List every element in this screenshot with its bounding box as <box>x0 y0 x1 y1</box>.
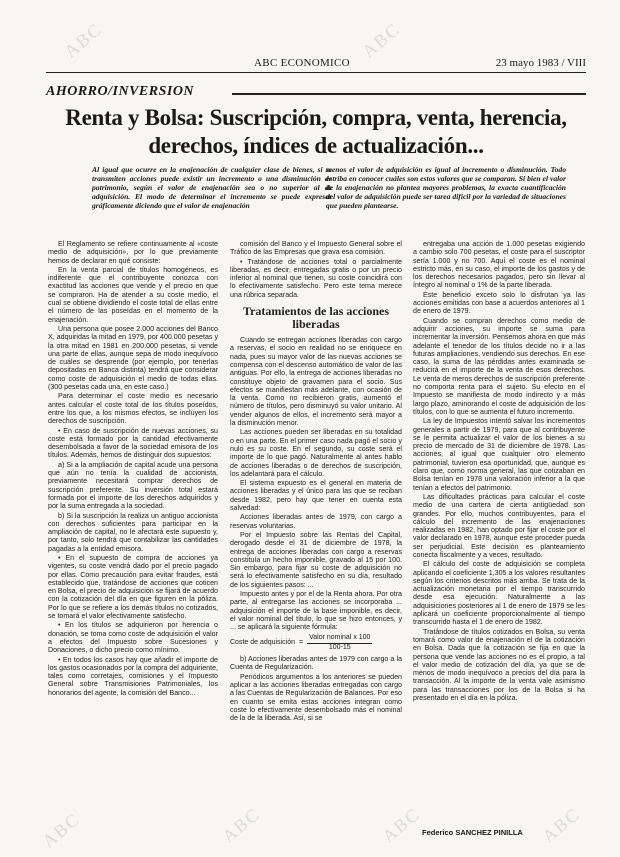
paragraph: La ley de Impuestos intentó salvar los incrementos generales a partir de 1979, para que al contribuyente se le permita actualizar el valor de los bienes a su precio de mercado de 31 de diciembre de 1978. Las acciones, al igual que cualquier otro elemento patrimonial, tuvieron esa oportunidad, que, aunque es claro que, como norma general, las que cotizaban en Bolsa tenían en 1978 una valoración inferior a la que tenían a efectos del patrimonio. <box>413 417 585 492</box>
paragraph: Las acciones pueden ser liberadas en su totalidad o en una parte. En el primer caso nada pagó el socio y nulo es su coste. En el segundo, su coste será el importe de lo que pagó. Naturalmente al antes hablo de acciones liberadas o de derechos de suscripción, los adelantará para el cálculo. <box>230 428 402 478</box>
masthead <box>46 57 586 71</box>
paragraph: Una persona que posee 2.000 acciones del Banco X, adquiridas la mitad en 1979, por 400.000 pesetas y la otra mitad en 1981 en 200.000 pesetas, si vende una parte de ellas, aunque sepa de modo inequívoco de cuáles se desprende (por ejemplo, por tenerlas depositadas en Banca distinta) tendrá que considerar como coste de adquisición el medio de todas ellas. (300 pesetas cada una, en este caso.) <box>48 324 218 392</box>
publication-name: ABC ECONOMICO <box>254 57 350 69</box>
paragraph: Para determinar el coste medio es necesario antes calcular el coste total de los títulos poseídos, entre los que, a los mismos efectos, se incluyen los derechos de suscripción. <box>48 392 218 426</box>
lead-paragraph-left: Al igual que ocurre en la enajenación de cualquier clase de bienes, si se transmiten acciones puede existir un incremento o una disminución de patrimonio, según el valor de enajenación sea o no superior al de adquisición. El modo de determinar el incremento se puede expresar gráficamente diciendo que el valor de enajenación <box>92 165 332 211</box>
paragraph: • En todos los casos hay que añadir el importe de los gastos ocasionados por la compra del adquiriente, tales como corretajes, comisiones y el Impuesto General sobre Transmisiones Patrimoniales, los honorarios del agente, la comisión del Banco... <box>48 655 218 697</box>
watermark: ABC <box>218 803 265 847</box>
paragraph: a) Si a la ampliación de capital acude una persona que aún no tenía la cualidad de accionista, previamente necesitará comprar derechos de suscripción preferente. Su inversión total estará formada por el importe de los derechos adquiridos y por la suma entregada a la sociedad. <box>48 460 218 511</box>
formula-denominator: 100-15 <box>328 643 351 651</box>
paragraph: Las dificultades prácticas para calcular el coste medio de una cartera de cierta antigüedad son grandes. Por ello, muchos contribuyentes, para el cálculo del incremento de las enajenaciones realizadas en 1982, han optado por fijar el coste por el valor declarado en 1978, aunque este proceder pueda ser perjudicial. Este decisión es planteamiento conecta fiscalmente y a veces, resultado. <box>413 492 585 559</box>
paragraph: Cuando se entregan acciones liberadas con cargo a reservas, el socio en realidad no se enriquece en nada, pues su mayor valor de las nuevas acciones se compensa con el descenso automático de valor de las antiguas. Por ello, la entrega de acciones liberadas no constituye objeto de gravamen para el socio. Sus efectos se manifiestan más adelante, con ocasión de la venta. Como no recibieron gratis, aumentó el número de títulos, pero disminuyó su valor unitario. Al vender algunos de ellos, el incremento será mayor a la disminución menor. <box>230 336 402 428</box>
watermark: ABC <box>378 803 425 847</box>
section-rule <box>232 93 586 95</box>
paragraph: • En el supuesto de compra de acciones ya vigentes, su coste vendrá dado por el precio pagado por ellas. Como precaución para evitar fraudes, está establecido que, tratándose de acciones que coticen en Bolsa, el precio de adquisición se fijará de acuerdo con la cotización del día en que figuren en la póliza. Por lo que se refiere a los demás títulos no cotizados, se tomará el valor efectivamente satisfecho. <box>48 553 218 621</box>
formula-fraction <box>307 634 372 652</box>
paragraph: Periódicos argumentos a los anteriores se pueden aplicar a las acciones liberadas entregadas con cargo a las Cuentas de Regularización de Balances. Por eso en cuanto se emita estas acciones integran como coste lo efectivamente desembolsado más el nominal de la de la liberada. Así, si se <box>230 672 402 723</box>
watermark: ABC <box>60 18 107 62</box>
paragraph: entregaba una acción de 1.000 pesetas exigiendo a cambio solo 700 pesetas, el coste para el suscriptor sería 1.000 y no 700. Aquí el coste es el nominal estricto más, en su caso, el importe de los gastos y de los derechos necesarios pagados, pero sin llevar al íntegro al nominal o 1% de la parte liberada. <box>413 240 585 290</box>
watermark: ABC <box>538 803 585 847</box>
paragraph: Por el Impuesto sobre las Rentas del Capital, derogado desde el 31 de diciembre de 1978, la entrega de acciones liberadas con cargo a reservas constituía un hecho imponible, gravado al 15 por 100. Sin embargo, para fijar su coste de adquisición no será lo efectivamente satisfecho en su día, resultado de los siguientes pasos: ... <box>230 530 402 589</box>
paragraph: Cuando se compran derechos como medio de adquirir acciones, su importe se suma para incrementar la inversión. Pensemos ahora en que más adelante el tenedor de los títulos decide no ir a las futuras ampliaciones, vendiendo sus derechos. En ese caso, la suma de las pérdidas antes examinada se reducirá en el importe de la venta de esos derechos. Le venta de meros derechos de suscripción preferente no comporta renta para el sujeto. Su efecto en el Impuesto se manifiesta de modo indirecto y a más largo plazo, aminorando el coste de adquisición de los títulos, con lo que se aumenta el futuro incremento. <box>413 316 585 416</box>
paragraph: Acciones liberadas antes de 1979, con cargo a reservas voluntarias. <box>230 513 402 530</box>
paragraph: • En caso de suscripción de nuevas acciones, su coste está formado por la cantidad efectivamente desembolsada a favor de la sociedad emisora de los títulos. Además, hemos de distinguir dos supuestos: <box>48 426 218 460</box>
article-column-2 <box>230 240 402 840</box>
paragraph: b) Si la suscripción la realiza un antiguo accionista con derechos suficientes para participar en la ampliación de capital, no le afectará este supuesto y, por tanto, solo tendrá que contabilizar las cantidades pagadas a la entidad emisora. <box>48 511 218 553</box>
paragraph: comisión del Banco y el Impuesto General sobre el Tráfico de las Empresas que grava esa comisión. <box>230 240 402 257</box>
paragraph: Este beneficio exceto solo lo disfrutan ya las acciones emitidas con base a acuerdos anteriores al 1 de enero de 1979. <box>413 290 585 316</box>
issue-date: 23 mayo 1983 / VIII <box>495 57 586 69</box>
formula: Coste de adquisición = $\frac{\text{Valor nominal x 100}}{100-15}$ <box>230 634 371 651</box>
formula-numerator: Valor nominal x 100 <box>307 634 372 643</box>
section-label: AHORRO/INVERSION <box>46 84 195 99</box>
paragraph: El sistema expuesto es el general en materia de acciones liberadas y el único para las que se reciban desde 1982, pero hay que tener en cuenta esta salvedad: <box>230 479 402 513</box>
paragraph: El cálculo del coste de adquisición se completa aplicando el coeficiente 1,305 a los valores resultantes según los criterios descritos más arriba. Se trata de la actualización monetaria por el tiempo transcurrido desde esa ejecución. Naturalmente a las adquisiciones posteriores al 1 de enero de 1979 se les aplicará un coeficiente proporcionalmente al tiempo transcurrido hasta el 1 de enero de 1982. <box>413 560 585 627</box>
masthead-rule <box>46 72 586 73</box>
paragraph: b) Acciones liberadas antes de 1979 con cargo a la Cuenta de Regularización. <box>230 655 402 672</box>
subheading: Tratamientos de las acciones liberadas <box>242 304 390 332</box>
headline: Renta y Bolsa: Suscripción, compra, venta, herencia, derechos, índices de actualización... <box>65 105 567 158</box>
lead-paragraph-right: menos el valor de adquisición es igual al incremento o disminución. Todo estriba en conocer cuáles son estos valores que se comparan. Si bien el valor de la enajenación no plantea mayores problemas, la exacta cuantificación del valor de adquisición puede ser tarea difícil por la variedad de situaciones que pueden plantearse. <box>326 165 566 211</box>
paragraph: • Tratándose de acciones total o parcialmente liberadas, es decir, entregadas gratis o por un precio inferior al nominal que tienen, su coste coincidirá con lo efectivamente satisfecho. Pero este tema merece una rúbrica separada. <box>230 257 402 299</box>
paragraph: Impuesto antes y por el de la Renta ahora. Por otra parte, al entregarse las acciones se incorporaba ... adquisición el importe de la base imponible, es decir, el valor nominal del título, lo que se hizo entonces, y ... se aplicará la siguiente fórmula: <box>230 589 402 632</box>
watermark: ABC <box>358 18 405 62</box>
article-column-3 <box>413 240 585 780</box>
author-signature: Federico SANCHEZ PINILLA <box>422 828 523 837</box>
paragraph: • En los títulos se adquirieron por herencia o donación, se toma como coste de adquisición el valor a efectos del Impuesto sobre Sucesiones y Donaciones, o dicho precio como mínimo. <box>48 621 218 655</box>
paragraph: Tratándose de títulos cotizados en Bolsa, su venta tomará como valor de enajenación el de la cotización en Bolsa. Dada que la cotización se fija en que la persona que vende las acciones no es el propio, a tal el valor medio de cotización del día, ya que se de menos de modo inequívoco a precios del día para la transacción. Al la importe de la venta vale asimismo para las transacciones por los de la Bolsa si ha presentado en el día en la póliza. <box>413 627 585 703</box>
article-column-1 <box>48 240 218 840</box>
watermark: ABC <box>38 808 85 852</box>
paragraph: En la venta parcial de títulos homogéneos, es indiferente que el contribuyente conozca con exactitud las acciones que vende y el precio en que se compraron. Ha de atender a su coste medio, el cual se obtiene dividiendo el coste total de ellas entre el número de las poseídas en el momento de la enajenación. <box>48 265 218 324</box>
formula-label: Coste de adquisición <box>230 639 295 647</box>
paragraph: El Reglamento se refiere continuamente al «coste medio de adquisición», por lo que previamente hemos de declarar en qué consiste: <box>48 240 218 265</box>
